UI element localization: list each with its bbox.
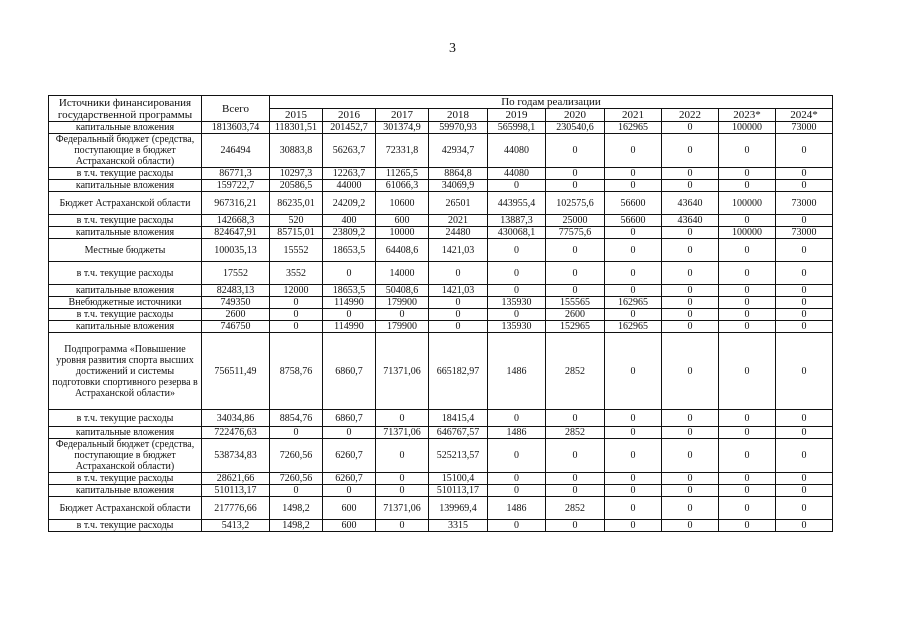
year-header: 2020 [546,109,605,122]
year-value-cell: 7260,56 [270,439,323,473]
year-value-cell: 71371,06 [376,427,429,439]
year-value-cell: 0 [776,168,833,180]
year-value-cell: 0 [719,180,776,192]
year-value-cell: 0 [488,309,546,321]
year-value-cell: 2852 [546,427,605,439]
year-header: 2023* [719,109,776,122]
year-value-cell: 155565 [546,297,605,309]
year-value-cell: 0 [546,180,605,192]
year-value-cell: 0 [719,410,776,427]
year-value-cell: 0 [719,309,776,321]
year-value-cell: 11265,5 [376,168,429,180]
row-source-label: Федеральный бюджет (средства, поступающие в бюджет Астраханской области) [49,439,202,473]
year-value-cell: 301374,9 [376,122,429,134]
year-value-cell: 0 [270,485,323,497]
year-value-cell: 100000 [719,122,776,134]
year-value-cell: 665182,97 [429,333,488,410]
table-row [49,485,833,497]
year-value-cell: 44000 [323,180,376,192]
year-value-cell: 0 [776,134,833,168]
years-group-header: По годам реализации [270,96,833,109]
year-value-cell: 0 [488,485,546,497]
table-row [49,239,833,262]
year-value-cell: 525213,57 [429,439,488,473]
year-value-cell: 0 [605,439,662,473]
year-value-cell: 0 [662,333,719,410]
year-value-cell: 0 [429,309,488,321]
year-value-cell: 114990 [323,321,376,333]
year-value-cell: 0 [776,215,833,227]
table-row [49,285,833,297]
year-value-cell: 0 [662,239,719,262]
table-row [49,473,833,485]
year-value-cell: 0 [719,473,776,485]
year-value-cell: 1421,03 [429,285,488,297]
year-value-cell: 18653,5 [323,239,376,262]
year-header: 2018 [429,109,488,122]
year-value-cell: 0 [605,497,662,520]
year-value-cell: 0 [776,262,833,285]
year-value-cell: 1421,03 [429,239,488,262]
table-row [49,122,833,134]
year-value-cell: 0 [376,439,429,473]
year-value-cell: 44080 [488,168,546,180]
year-value-cell: 18415,4 [429,410,488,427]
year-value-cell: 0 [605,309,662,321]
row-source-label: в т.ч. текущие расходы [49,520,202,532]
year-value-cell: 0 [605,239,662,262]
year-value-cell: 8854,76 [270,410,323,427]
year-value-cell: 73000 [776,192,833,215]
year-value-cell: 0 [662,309,719,321]
year-value-cell: 0 [546,168,605,180]
year-value-cell: 0 [719,297,776,309]
year-value-cell: 0 [429,321,488,333]
year-value-cell: 0 [488,520,546,532]
year-value-cell: 0 [376,485,429,497]
table-header [49,96,833,122]
table-row [49,309,833,321]
table-row [49,333,833,410]
row-source-label: капитальные вложения [49,122,202,134]
year-value-cell: 400 [323,215,376,227]
year-value-cell: 0 [429,297,488,309]
year-value-cell: 0 [605,168,662,180]
year-value-cell: 0 [719,134,776,168]
row-total-value: 34034,86 [202,410,270,427]
year-value-cell: 102575,6 [546,192,605,215]
year-value-cell: 114990 [323,297,376,309]
year-value-cell: 8864,8 [429,168,488,180]
year-value-cell: 13887,3 [488,215,546,227]
year-value-cell: 0 [719,439,776,473]
year-value-cell: 0 [662,285,719,297]
year-header: 2022 [662,109,719,122]
year-value-cell: 43640 [662,192,719,215]
year-value-cell: 6260,7 [323,439,376,473]
year-value-cell: 86235,01 [270,192,323,215]
year-value-cell: 18653,5 [323,285,376,297]
year-value-cell: 34069,9 [429,180,488,192]
year-value-cell: 0 [323,309,376,321]
row-source-label: капитальные вложения [49,485,202,497]
row-source-label: капитальные вложения [49,427,202,439]
year-value-cell: 135930 [488,321,546,333]
table-row [49,168,833,180]
year-value-cell: 162965 [605,122,662,134]
year-value-cell: 0 [546,439,605,473]
row-source-label: Бюджет Астраханской области [49,192,202,215]
year-value-cell: 0 [662,122,719,134]
year-value-cell: 520 [270,215,323,227]
year-value-cell: 0 [546,520,605,532]
year-value-cell: 0 [776,321,833,333]
year-value-cell: 56600 [605,215,662,227]
table-body [49,122,833,532]
year-value-cell: 6860,7 [323,410,376,427]
year-value-cell: 179900 [376,321,429,333]
year-value-cell: 179900 [376,297,429,309]
table-row [49,439,833,473]
year-value-cell: 72331,8 [376,134,429,168]
year-header: 2019 [488,109,546,122]
year-value-cell: 3552 [270,262,323,285]
year-value-cell: 26501 [429,192,488,215]
year-value-cell: 44080 [488,134,546,168]
row-total-value: 510113,17 [202,485,270,497]
year-value-cell: 0 [605,520,662,532]
year-value-cell: 0 [719,215,776,227]
year-value-cell: 0 [719,497,776,520]
year-value-cell: 15100,4 [429,473,488,485]
year-header: 2017 [376,109,429,122]
row-total-value: 1813603,74 [202,122,270,134]
year-value-cell: 0 [546,410,605,427]
row-source-label: капитальные вложения [49,227,202,239]
source-column-header: Источники финансирования государственной программы [49,96,202,122]
year-value-cell: 0 [376,473,429,485]
year-value-cell: 0 [488,439,546,473]
year-value-cell: 430068,1 [488,227,546,239]
row-source-label: Местные бюджеты [49,239,202,262]
year-value-cell: 0 [488,180,546,192]
year-value-cell: 0 [605,410,662,427]
year-value-cell: 0 [719,239,776,262]
row-total-value: 967316,21 [202,192,270,215]
table-row [49,215,833,227]
year-value-cell: 162965 [605,321,662,333]
row-source-label: капитальные вложения [49,321,202,333]
year-header: 2015 [270,109,323,122]
year-value-cell: 1486 [488,497,546,520]
row-total-value: 756511,49 [202,333,270,410]
year-value-cell: 0 [662,227,719,239]
year-value-cell: 646767,57 [429,427,488,439]
year-value-cell: 20586,5 [270,180,323,192]
year-value-cell: 2021 [429,215,488,227]
table-row [49,192,833,215]
year-value-cell: 23809,2 [323,227,376,239]
year-value-cell: 1486 [488,333,546,410]
row-total-value: 17552 [202,262,270,285]
year-value-cell: 0 [776,285,833,297]
row-source-label: в т.ч. текущие расходы [49,410,202,427]
year-value-cell: 6860,7 [323,333,376,410]
year-value-cell: 0 [662,410,719,427]
row-source-label: в т.ч. текущие расходы [49,262,202,285]
year-value-cell: 0 [605,285,662,297]
year-value-cell: 0 [488,285,546,297]
year-value-cell: 443955,4 [488,192,546,215]
year-value-cell: 42934,7 [429,134,488,168]
year-value-cell: 43640 [662,215,719,227]
table-row [49,134,833,168]
year-value-cell: 0 [546,473,605,485]
year-value-cell: 0 [662,180,719,192]
row-total-value: 82483,13 [202,285,270,297]
year-value-cell: 15552 [270,239,323,262]
year-value-cell: 0 [546,485,605,497]
year-value-cell: 0 [662,485,719,497]
row-source-label: в т.ч. текущие расходы [49,309,202,321]
year-value-cell: 0 [719,168,776,180]
year-value-cell: 0 [776,439,833,473]
year-value-cell: 2600 [546,309,605,321]
row-source-label: Бюджет Астраханской области [49,497,202,520]
year-value-cell: 0 [776,333,833,410]
year-value-cell: 0 [719,321,776,333]
year-value-cell: 100000 [719,227,776,239]
year-value-cell: 0 [662,134,719,168]
year-value-cell: 0 [605,333,662,410]
row-total-value: 246494 [202,134,270,168]
year-value-cell: 230540,6 [546,122,605,134]
year-value-cell: 8758,76 [270,333,323,410]
row-source-label: капитальные вложения [49,180,202,192]
year-value-cell: 6260,7 [323,473,376,485]
table-row [49,321,833,333]
year-value-cell: 0 [776,427,833,439]
year-value-cell: 1486 [488,427,546,439]
year-value-cell: 0 [488,239,546,262]
year-value-cell: 0 [546,262,605,285]
year-value-cell: 1498,2 [270,497,323,520]
table-row [49,497,833,520]
year-value-cell: 0 [776,497,833,520]
table-row [49,427,833,439]
year-value-cell: 0 [270,309,323,321]
year-value-cell: 135930 [488,297,546,309]
year-value-cell: 24209,2 [323,192,376,215]
year-value-cell: 0 [662,497,719,520]
table-row [49,410,833,427]
year-value-cell: 0 [719,485,776,497]
year-value-cell: 0 [776,473,833,485]
table-row [49,297,833,309]
year-value-cell: 600 [323,497,376,520]
year-value-cell: 14000 [376,262,429,285]
row-total-value: 2600 [202,309,270,321]
year-value-cell: 0 [605,134,662,168]
row-total-value: 749350 [202,297,270,309]
year-value-cell: 0 [662,262,719,285]
year-value-cell: 0 [605,180,662,192]
year-value-cell: 0 [662,168,719,180]
year-value-cell: 0 [323,427,376,439]
year-value-cell: 7260,56 [270,473,323,485]
year-value-cell: 0 [605,427,662,439]
year-value-cell: 0 [662,321,719,333]
year-value-cell: 0 [776,239,833,262]
year-value-cell: 0 [719,333,776,410]
row-total-value: 159722,7 [202,180,270,192]
funding-table-wrapper [48,95,833,532]
year-value-cell: 565998,1 [488,122,546,134]
year-value-cell: 50408,6 [376,285,429,297]
year-value-cell: 0 [776,410,833,427]
year-value-cell: 139969,4 [429,497,488,520]
row-source-label: Внебюджетные источники [49,297,202,309]
year-value-cell: 0 [776,485,833,497]
year-value-cell: 1498,2 [270,520,323,532]
table-row [49,520,833,532]
year-value-cell: 0 [605,473,662,485]
year-value-cell: 0 [488,262,546,285]
row-source-label: Подпрограмма «Повышение уровня развития спорта высших достижений и системы подготовки спортивного резерва в Астраханской области» [49,333,202,410]
year-value-cell: 118301,51 [270,122,323,134]
row-source-label: Федеральный бюджет (средства, поступающие в бюджет Астраханской области) [49,134,202,168]
year-value-cell: 0 [376,410,429,427]
year-value-cell: 0 [605,262,662,285]
year-value-cell: 0 [270,297,323,309]
row-total-value: 28621,66 [202,473,270,485]
page-number: 3 [449,41,456,56]
year-value-cell: 0 [270,427,323,439]
year-value-cell: 201452,7 [323,122,376,134]
year-value-cell: 10000 [376,227,429,239]
year-value-cell: 152965 [546,321,605,333]
funding-table [48,95,833,532]
year-value-cell: 12000 [270,285,323,297]
table-row [49,180,833,192]
year-value-cell: 0 [719,262,776,285]
year-value-cell: 73000 [776,227,833,239]
year-header: 2016 [323,109,376,122]
row-total-value: 722476,63 [202,427,270,439]
year-value-cell: 0 [719,427,776,439]
year-value-cell: 0 [776,297,833,309]
year-value-cell: 2852 [546,333,605,410]
year-value-cell: 0 [270,321,323,333]
year-value-cell: 0 [376,520,429,532]
row-source-label: в т.ч. текущие расходы [49,215,202,227]
year-value-cell: 3315 [429,520,488,532]
row-source-label: капитальные вложения [49,285,202,297]
year-value-cell: 0 [776,180,833,192]
year-value-cell: 0 [662,439,719,473]
row-total-value: 217776,66 [202,497,270,520]
year-value-cell: 73000 [776,122,833,134]
year-value-cell: 10600 [376,192,429,215]
year-value-cell: 30883,8 [270,134,323,168]
row-total-value: 142668,3 [202,215,270,227]
row-total-value: 100035,13 [202,239,270,262]
year-value-cell: 61066,3 [376,180,429,192]
total-column-header: Всего [202,96,270,122]
year-value-cell: 56263,7 [323,134,376,168]
row-total-value: 538734,83 [202,439,270,473]
row-source-label: в т.ч. текущие расходы [49,473,202,485]
year-value-cell: 100000 [719,192,776,215]
year-value-cell: 0 [488,410,546,427]
year-value-cell: 0 [776,520,833,532]
year-value-cell: 56600 [605,192,662,215]
row-total-value: 746750 [202,321,270,333]
year-value-cell: 600 [376,215,429,227]
year-header: 2024* [776,109,833,122]
year-value-cell: 0 [776,309,833,321]
year-value-cell: 600 [323,520,376,532]
table-row [49,262,833,285]
year-value-cell: 71371,06 [376,497,429,520]
row-source-label: в т.ч. текущие расходы [49,168,202,180]
row-total-value: 5413,2 [202,520,270,532]
year-value-cell: 0 [546,285,605,297]
year-value-cell: 0 [719,285,776,297]
year-value-cell: 0 [662,427,719,439]
row-total-value: 86771,3 [202,168,270,180]
year-header: 2021 [605,109,662,122]
year-value-cell: 2852 [546,497,605,520]
year-value-cell: 0 [546,239,605,262]
year-value-cell: 0 [323,262,376,285]
year-value-cell: 59970,93 [429,122,488,134]
year-value-cell: 64408,6 [376,239,429,262]
table-row [49,227,833,239]
year-value-cell: 10297,3 [270,168,323,180]
year-value-cell: 0 [605,485,662,497]
year-value-cell: 0 [662,520,719,532]
year-value-cell: 0 [719,520,776,532]
year-value-cell: 71371,06 [376,333,429,410]
year-value-cell: 0 [662,473,719,485]
year-value-cell: 77575,6 [546,227,605,239]
year-value-cell: 85715,01 [270,227,323,239]
year-value-cell: 24480 [429,227,488,239]
year-value-cell: 0 [488,473,546,485]
year-value-cell: 12263,7 [323,168,376,180]
year-value-cell: 162965 [605,297,662,309]
year-value-cell: 0 [662,297,719,309]
year-value-cell: 510113,17 [429,485,488,497]
year-value-cell: 0 [546,134,605,168]
year-value-cell: 0 [429,262,488,285]
year-value-cell: 25000 [546,215,605,227]
year-value-cell: 0 [376,309,429,321]
year-value-cell: 0 [605,227,662,239]
year-value-cell: 0 [323,485,376,497]
row-total-value: 824647,91 [202,227,270,239]
